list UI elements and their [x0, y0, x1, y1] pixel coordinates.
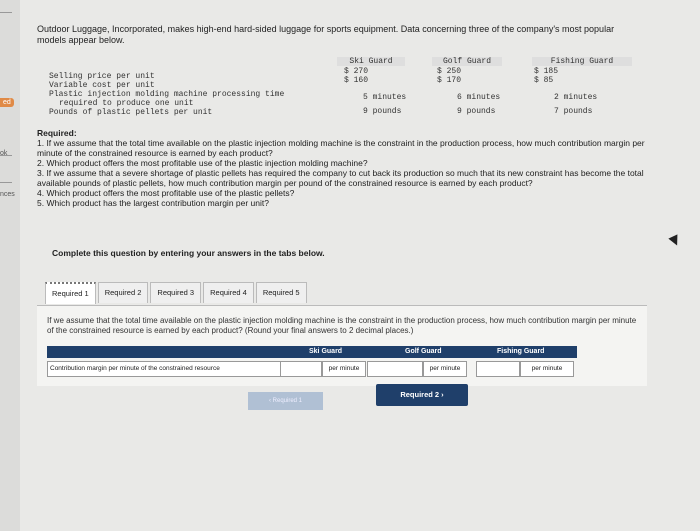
- tab-required-2[interactable]: Required 2: [98, 282, 149, 303]
- tab-required-5[interactable]: Required 5: [256, 282, 307, 303]
- prev-button[interactable]: ‹ Required 1: [248, 392, 323, 410]
- fishing-time: 2 minutes: [554, 93, 598, 102]
- row-label: Plastic injection molding machine processing time: [49, 90, 285, 99]
- sidebar-label[interactable]: ed: [0, 98, 14, 107]
- ski-cost: $ 160: [344, 76, 369, 85]
- required-item: 4. Which product offers the most profitable use of the plastic pellets?: [37, 188, 295, 198]
- grid-head-ski: Ski Guard: [309, 348, 343, 355]
- tab-bar: [45, 282, 309, 304]
- required-item: 1. If we assume that the total time available on the plastic injection molding machine is the constraint in the production process, how much contribution margin per minute of the constrained resource is earned by each product?: [37, 138, 645, 158]
- tab-content: [37, 305, 647, 386]
- col-head-golf: Golf Guard: [432, 57, 502, 66]
- golf-pounds: 9 pounds: [457, 107, 496, 116]
- sidebar-label[interactable]: ok: [0, 150, 8, 157]
- golf-guard-input[interactable]: [367, 361, 423, 377]
- golf-unit: per minute: [423, 361, 467, 377]
- ski-price: $ 270: [344, 67, 369, 76]
- prev-label: Required 1: [272, 398, 303, 404]
- grid-head-golf: Golf Guard: [405, 348, 442, 355]
- tab-required-3[interactable]: Required 3: [150, 282, 201, 303]
- sidebar-tick: [0, 182, 12, 183]
- fishing-guard-input[interactable]: [476, 361, 520, 377]
- required-item: 5. Which product has the largest contribution margin per unit?: [37, 198, 269, 208]
- tab-required-4[interactable]: Required 4: [203, 282, 254, 303]
- sidebar-tick: [0, 12, 12, 13]
- row-label: required to produce one unit: [59, 99, 194, 108]
- golf-price: $ 250: [437, 67, 462, 76]
- fishing-unit: per minute: [520, 361, 574, 377]
- required-item: 2. Which product offers the most profitable use of the plastic injection molding machine?: [37, 158, 368, 168]
- answer-grid: [47, 346, 577, 382]
- required-item: 3. If we assume that a severe shortage of plastic pellets has required the company to cut back its production so much that its new constraint has become the total available pounds of plastic pellets, how much contribution margin per pound of the constrained resource is earned by each product?: [37, 168, 644, 188]
- fishing-cost: $ 85: [534, 76, 554, 85]
- instruction-text: Complete this question by entering your answers in the tabs below.: [52, 248, 325, 258]
- product-data-table: [37, 57, 645, 121]
- col-head-fishing: Fishing Guard: [532, 57, 632, 66]
- ski-guard-input[interactable]: [280, 361, 322, 377]
- next-label: Required 2: [400, 390, 440, 399]
- golf-cost: $ 170: [437, 76, 462, 85]
- grid-row-label: Contribution margin per minute of the constrained resource: [47, 361, 281, 377]
- fishing-pounds: 7 pounds: [554, 107, 593, 116]
- golf-time: 6 minutes: [457, 93, 501, 102]
- grid-header: [47, 346, 577, 358]
- answer-panel: [37, 275, 647, 415]
- intro-text: Outdoor Luggage, Incorporated, makes high-end hard-sided luggage for sports equipment. Data concerning three of the company's most popular models appear below.: [37, 24, 615, 45]
- row-label: Selling price per unit: [49, 72, 155, 81]
- ski-unit: per minute: [322, 361, 366, 377]
- ski-pounds: 9 pounds: [363, 107, 402, 116]
- required-section: [37, 128, 647, 208]
- col-head-ski: Ski Guard: [337, 57, 405, 66]
- row-label: Pounds of plastic pellets per unit: [49, 108, 213, 117]
- grid-head-fishing: Fishing Guard: [497, 348, 545, 355]
- tab-required-1[interactable]: Required 1: [45, 282, 96, 304]
- required-heading: Required:: [37, 128, 77, 138]
- sidebar-label[interactable]: nces: [0, 191, 15, 198]
- row-label: Variable cost per unit: [49, 81, 155, 90]
- ski-time: 5 minutes: [363, 93, 407, 102]
- left-sidebar: [0, 0, 20, 531]
- next-button[interactable]: Required 2 ›: [376, 384, 468, 406]
- fishing-price: $ 185: [534, 67, 559, 76]
- mouse-cursor-icon: [668, 234, 681, 247]
- question-text: If we assume that the total time available on the plastic injection molding machine is the constraint in the production process, how much contribution margin per minute of the constrained resource is earned by each product? (Round your final answers to 2 decimal places.): [47, 316, 637, 335]
